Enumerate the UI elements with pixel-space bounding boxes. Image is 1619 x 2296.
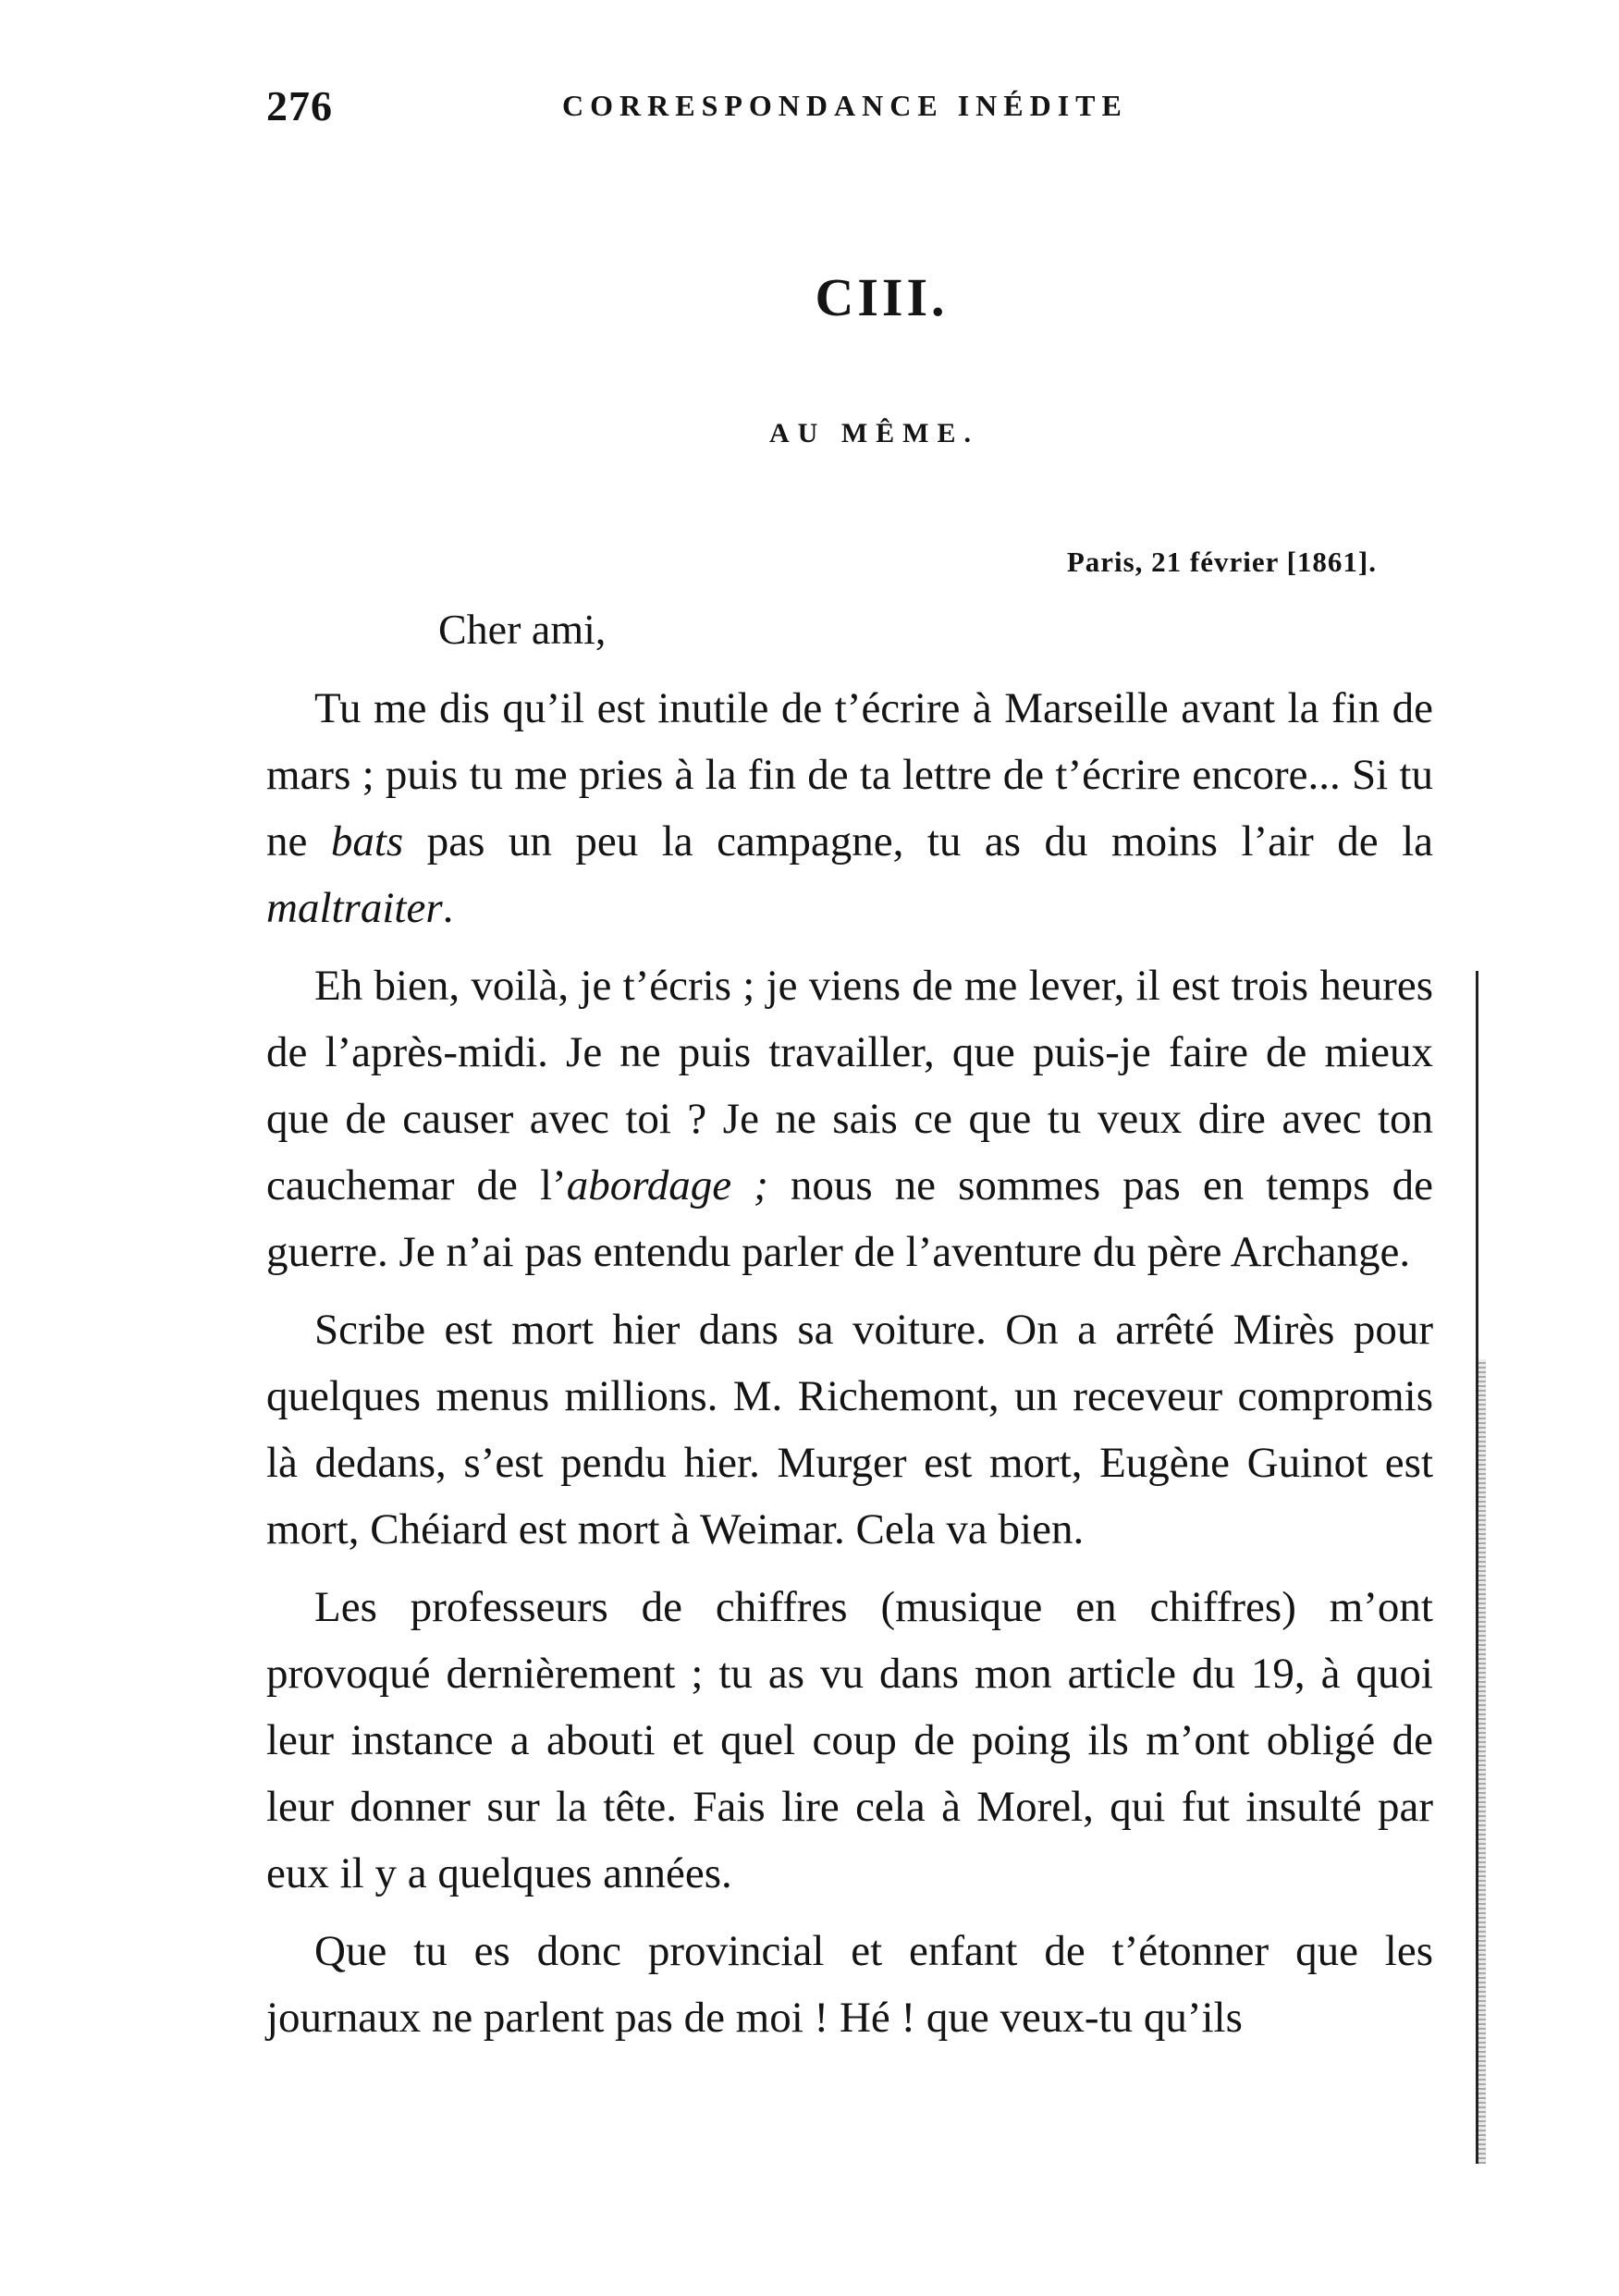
italic-word: maltraiter: [266, 884, 443, 932]
page-number: 276: [266, 82, 333, 129]
paragraph: Scribe est mort hier dans sa voiture. On a arrêté Mirès pour quelques menus millions. M. Richemont, un receveur compromis là dedans, s’est pendu hier. Murger est mort, Eugène Guinot est mort, Chéiard est mort à Weimar. Cela va bien.: [266, 1306, 1433, 1553]
running-title: CORRESPONDANCE INÉDITE: [562, 89, 1128, 122]
paragraph: Que tu es donc provincial et enfant de t’étonner que les journaux ne parlent pas de moi ! Hé ! que veux-tu qu’ils: [266, 1927, 1433, 2042]
italic-word: abordage ;: [566, 1161, 768, 1209]
paragraph-text: Tu me dis qu’il est inutile de t’écrire à Marseille avant la fin de mars ; puis tu me pries à la fin de ta lettre de t’écrire encore... Si tu ne: [266, 684, 1433, 866]
margin-shadow: [1478, 1359, 1486, 2164]
paragraph-text: Eh bien, voilà, je t’écris ; je viens de me lever, il est trois heures de l’après-midi. Je ne puis travailler, que puis-je faire de mieux que de causer avec toi ? Je ne sais ce que tu veux dire avec ton cauchemar de l’: [266, 962, 1433, 1209]
dateline: Paris, 21 février [1861].: [1066, 546, 1377, 578]
letter-body: [266, 675, 1433, 2062]
page-header: [266, 81, 1191, 137]
addressee-heading: AU MÊME.: [769, 418, 979, 448]
salutation: Cher ami,: [438, 606, 607, 653]
paragraph-text: nous ne sommes pas en temps de guerre. Je n’ai pas entendu parler de l’aventure du père Archange.: [266, 1161, 1433, 1276]
letter-number: CIII.: [815, 267, 949, 327]
paragraph: Les professeurs de chiffres (musique en chiffres) m’ont provoqué dernièrement ; tu as vu dans mon article du 19, à quoi leur instance a abouti et quel coup de poing ils m’ont obligé de leur donner sur la tête. Fais lire cela à Morel, qui fut insulté par eux il y a quelques années.: [266, 1583, 1433, 1897]
italic-word: bats: [330, 817, 404, 866]
paragraph: [266, 675, 1433, 941]
paragraph-text: pas un peu la campagne, tu as du moins l’air de la: [403, 817, 1433, 866]
paragraph: [266, 952, 1433, 1285]
paragraph-text: .: [442, 884, 454, 932]
